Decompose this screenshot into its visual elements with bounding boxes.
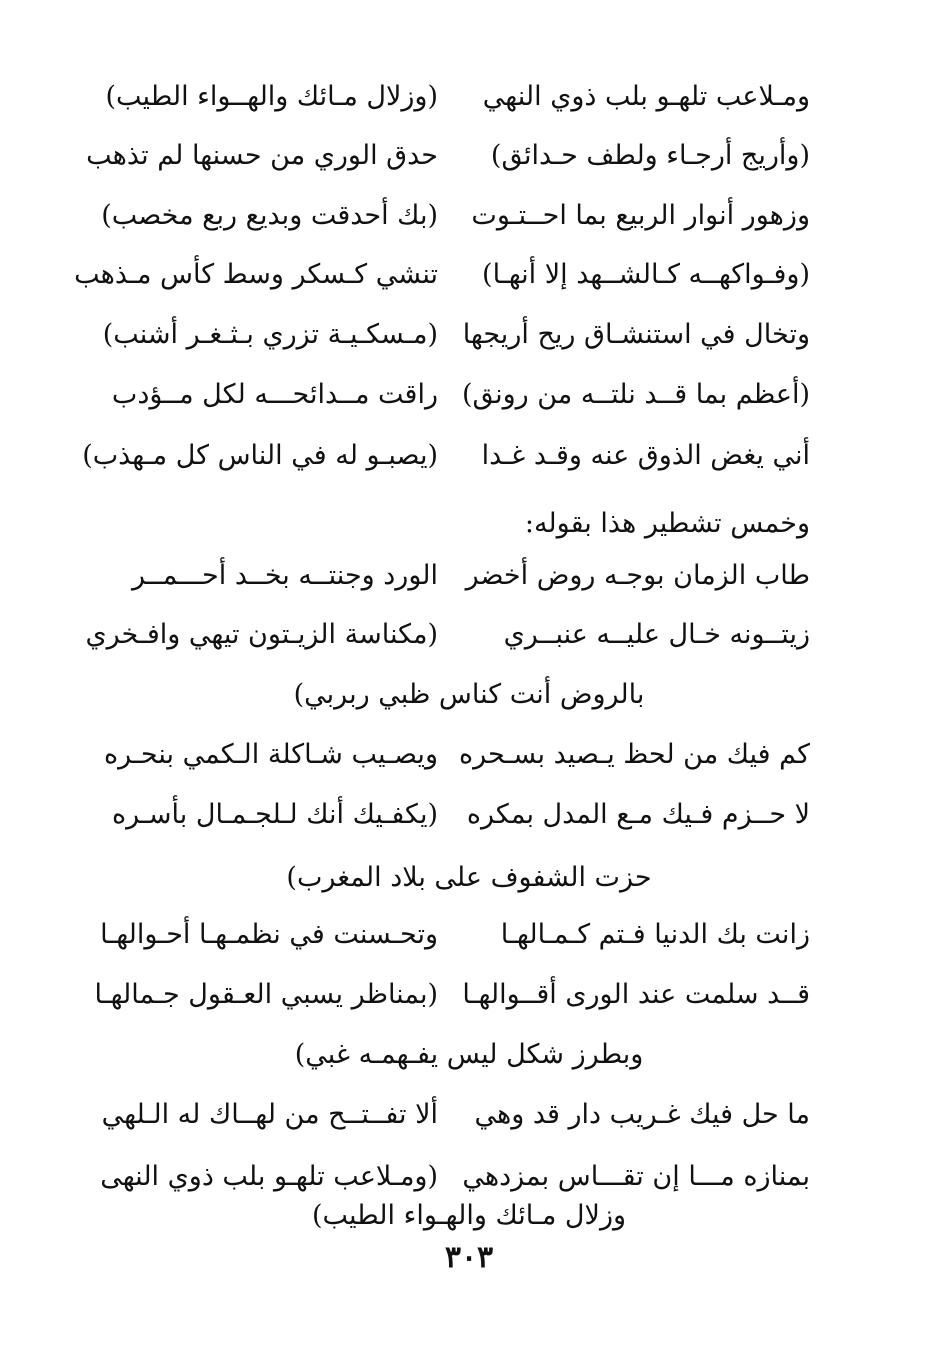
center-verse-4: وزلال مـائك والهـواء الطيب): [311, 1200, 627, 1231]
verse-right-11: لا حــزم فـيك مـع المدل بمكره: [466, 799, 810, 830]
verse-right-12: زانت بك الدنيا فـتم كـمـالهـا: [500, 919, 810, 950]
verse-right-6: (أعظم بما قــد نلتــه من رونق): [462, 379, 810, 410]
verse-left-2: حدق الوري من حسنها لم تذهب: [86, 140, 438, 171]
verse-left-7: (يصبـو له في الناس كل مـهذب): [82, 440, 438, 471]
verse-left-15: (ومـلاعب تلهـو بلب ذوي النهى: [100, 1161, 438, 1192]
verse-left-13: (بمناظر يسبي العـقول جـمالهـا: [94, 979, 438, 1010]
center-verse-2: حزت الشفوف على بلاد المغرب): [286, 862, 652, 893]
verse-left-5: (مـسكـيـة تزري بـثـغـر أشنب): [102, 319, 438, 350]
intro-text: وخمس تشطير هذا بقوله:: [524, 508, 810, 539]
verse-right-7: أني يغض الذوق عنه وقـد غـدا: [481, 440, 810, 471]
verse-left-14: ألا تفــتــح من لهــاك له الـلهي: [101, 1099, 438, 1130]
verse-left-11: (يكفـيك أنك لـلجـمـال بأسـره: [111, 799, 438, 830]
verse-right-5: وتخال في استنشـاق ريح أريجها: [462, 319, 810, 350]
verse-left-6: راقت مــدائحـــه لكل مــؤدب: [111, 379, 438, 410]
verse-left-12: وتحـسنت في نظمـهـا أحـوالهـا: [100, 919, 438, 950]
verse-right-13: قــد سلمت عند الورى أقــوالهـا: [462, 979, 810, 1010]
verse-right-3: وزهور أنوار الربيع بما احــتـوت: [471, 200, 810, 231]
verse-left-3: (بك أحدقت وبديع ربع مخصب): [101, 200, 438, 231]
verse-left-4: تنشي كـسكر وسط كأس مـذهب: [74, 259, 438, 290]
verse-left-10: ويصـيب شـاكلة الـكمي بنحـره: [103, 739, 438, 770]
center-verse-3: وبطرز شكل ليس يفـهمـه غبي): [294, 1039, 644, 1070]
page-number: ٣٠٣: [444, 1240, 494, 1275]
verse-right-14: ما حل فيك غـريب دار قد وهي: [474, 1099, 810, 1130]
verse-right-9: زيتــونه خـال عليــه عنبــري: [503, 619, 810, 650]
verse-left-9: (مكناسة الزيـتون تيهي وافـخري: [85, 619, 438, 650]
verse-left-1: (وزلال مـائك والهــواء الطيب): [105, 81, 438, 112]
verse-right-8: طاب الزمان بوجـه روض أخضر: [465, 560, 810, 591]
verse-right-15: بمنازه مـــا إن تقـــاس بمزدهي: [462, 1161, 810, 1192]
verse-right-2: (وأريج أرجـاء ولطف حـدائق): [490, 140, 810, 171]
verse-right-10: كم فيك من لحظ يـصيد بسـحره: [459, 739, 810, 770]
verse-right-1: ومـلاعب تلهـو بلب ذوي النهي: [482, 81, 810, 112]
verse-left-8: الورد وجنتــه بخــد أحـــمــر: [132, 560, 438, 591]
verse-right-4: (وفـواكهــه كـالشــهد إلا أنهـا): [482, 259, 810, 290]
center-verse-1: بالروض أنت كناس ظبي ربربي): [293, 679, 645, 710]
